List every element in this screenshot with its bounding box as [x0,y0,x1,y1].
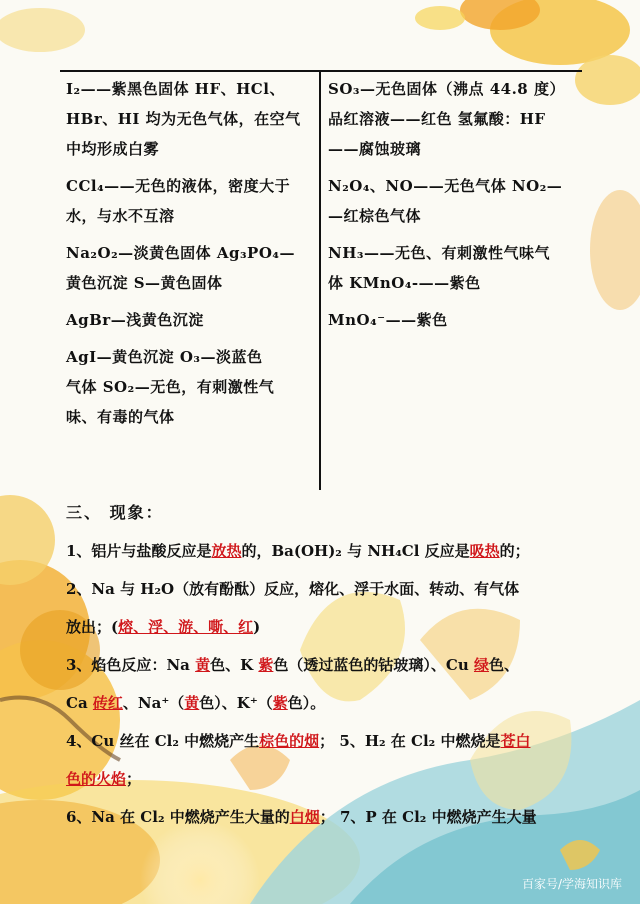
text: 色）。 [287,694,326,712]
highlight: 放热 [211,542,242,560]
phenomenon-line [66,684,586,722]
text: 的； [499,542,530,560]
highlight: 色的火焰 [66,770,127,788]
left-line: I₂——紫黑色固体 HF、HCl、 [66,80,285,98]
watermark: 百家号/学海知识库 [521,877,622,891]
text: 放出；( [66,618,119,636]
right-line: 品红溶液——红色 氢氟酸：HF [328,110,546,128]
highlight: 黄 [184,694,200,712]
highlight: 熔、浮、游、嘶、红 [118,618,254,636]
text: 4、Cu 丝在 Cl₂ 中燃烧产生 [66,732,260,750]
left-line: HBr、HI 均为无色气体，在空气 [66,110,301,128]
phenomenon-line: 2、Na 与 H₂O（放有酚酞）反应，熔化、浮于水面、转动、有气体 [66,580,520,598]
highlight: 棕色的烟 [259,732,320,750]
highlight: 紫 [272,694,288,712]
text: 的，Ba(OH)₂ 与 NH₄Cl 反应是 [241,542,470,560]
table-divider [319,70,321,490]
left-line: CCl₄——无色的液体，密度大于 [66,177,291,195]
text: Ca [66,694,93,712]
text: 色、K [210,656,259,674]
highlight: 吸热 [469,542,500,560]
text: 3、焰色反应：Na [66,656,196,674]
properties-table [60,70,582,490]
table-right-column [328,70,578,335]
phenomenon-line [66,722,586,760]
text: ； 7、P 在 Cl₂ 中燃烧产生大量 [319,808,537,826]
left-line: 气体 SO₂—无色，有刺激性气 [66,378,275,396]
table-left-column [66,70,316,432]
highlight: 绿 [473,656,489,674]
text: 6、Na 在 Cl₂ 中燃烧产生大量的 [66,808,290,826]
right-line: SO₃—无色固体（沸点 44.8 度） [328,80,565,98]
phenomenon-line [66,760,586,798]
right-line: NH₃——无色、有刺激性气味气 [328,244,550,262]
right-line: 体 KMnO₄-——紫色 [328,274,481,292]
text: ； [126,770,142,788]
right-line: —红棕色气体 [328,207,422,225]
left-line: AgI—黄色沉淀 O₃—淡蓝色 [66,348,263,366]
left-line: 黄色沉淀 S—黄色固体 [66,274,223,292]
right-line: MnO₄⁻——紫色 [328,311,448,329]
highlight: 黄 [195,656,211,674]
phenomenon-line [66,646,586,684]
highlight: 砖红 [92,694,123,712]
right-line: N₂O₄、NO——无色气体 NO₂— [328,177,563,195]
text: 、Na⁺（ [122,694,185,712]
text: 色、 [488,656,519,674]
section-title: 三、 现象： [66,503,164,522]
right-line: ——腐蚀玻璃 [328,140,422,158]
text: ； 5、H₂ 在 Cl₂ 中燃烧是 [319,732,501,750]
text: 1、铝片与盐酸反应是 [66,542,212,560]
phenomenon-line [66,798,586,836]
phenomenon-line [66,608,586,646]
highlight: 紫 [258,656,274,674]
text: ) [253,618,261,636]
text: 色）、K⁺（ [199,694,273,712]
phenomena-section [66,494,586,836]
left-line: 中均形成白雾 [66,140,160,158]
text: 色（透过蓝色的钴玻璃）、Cu [273,656,474,674]
left-line: Na₂O₂—淡黄色固体 Ag₃PO₄— [66,244,295,262]
highlight: 苍白 [500,732,531,750]
left-line: 水，与水不互溶 [66,207,175,225]
left-line: AgBr—浅黄色沉淀 [66,311,204,329]
left-line: 味、有毒的气体 [66,408,175,426]
phenomenon-line [66,532,586,570]
highlight: 白烟 [289,808,320,826]
